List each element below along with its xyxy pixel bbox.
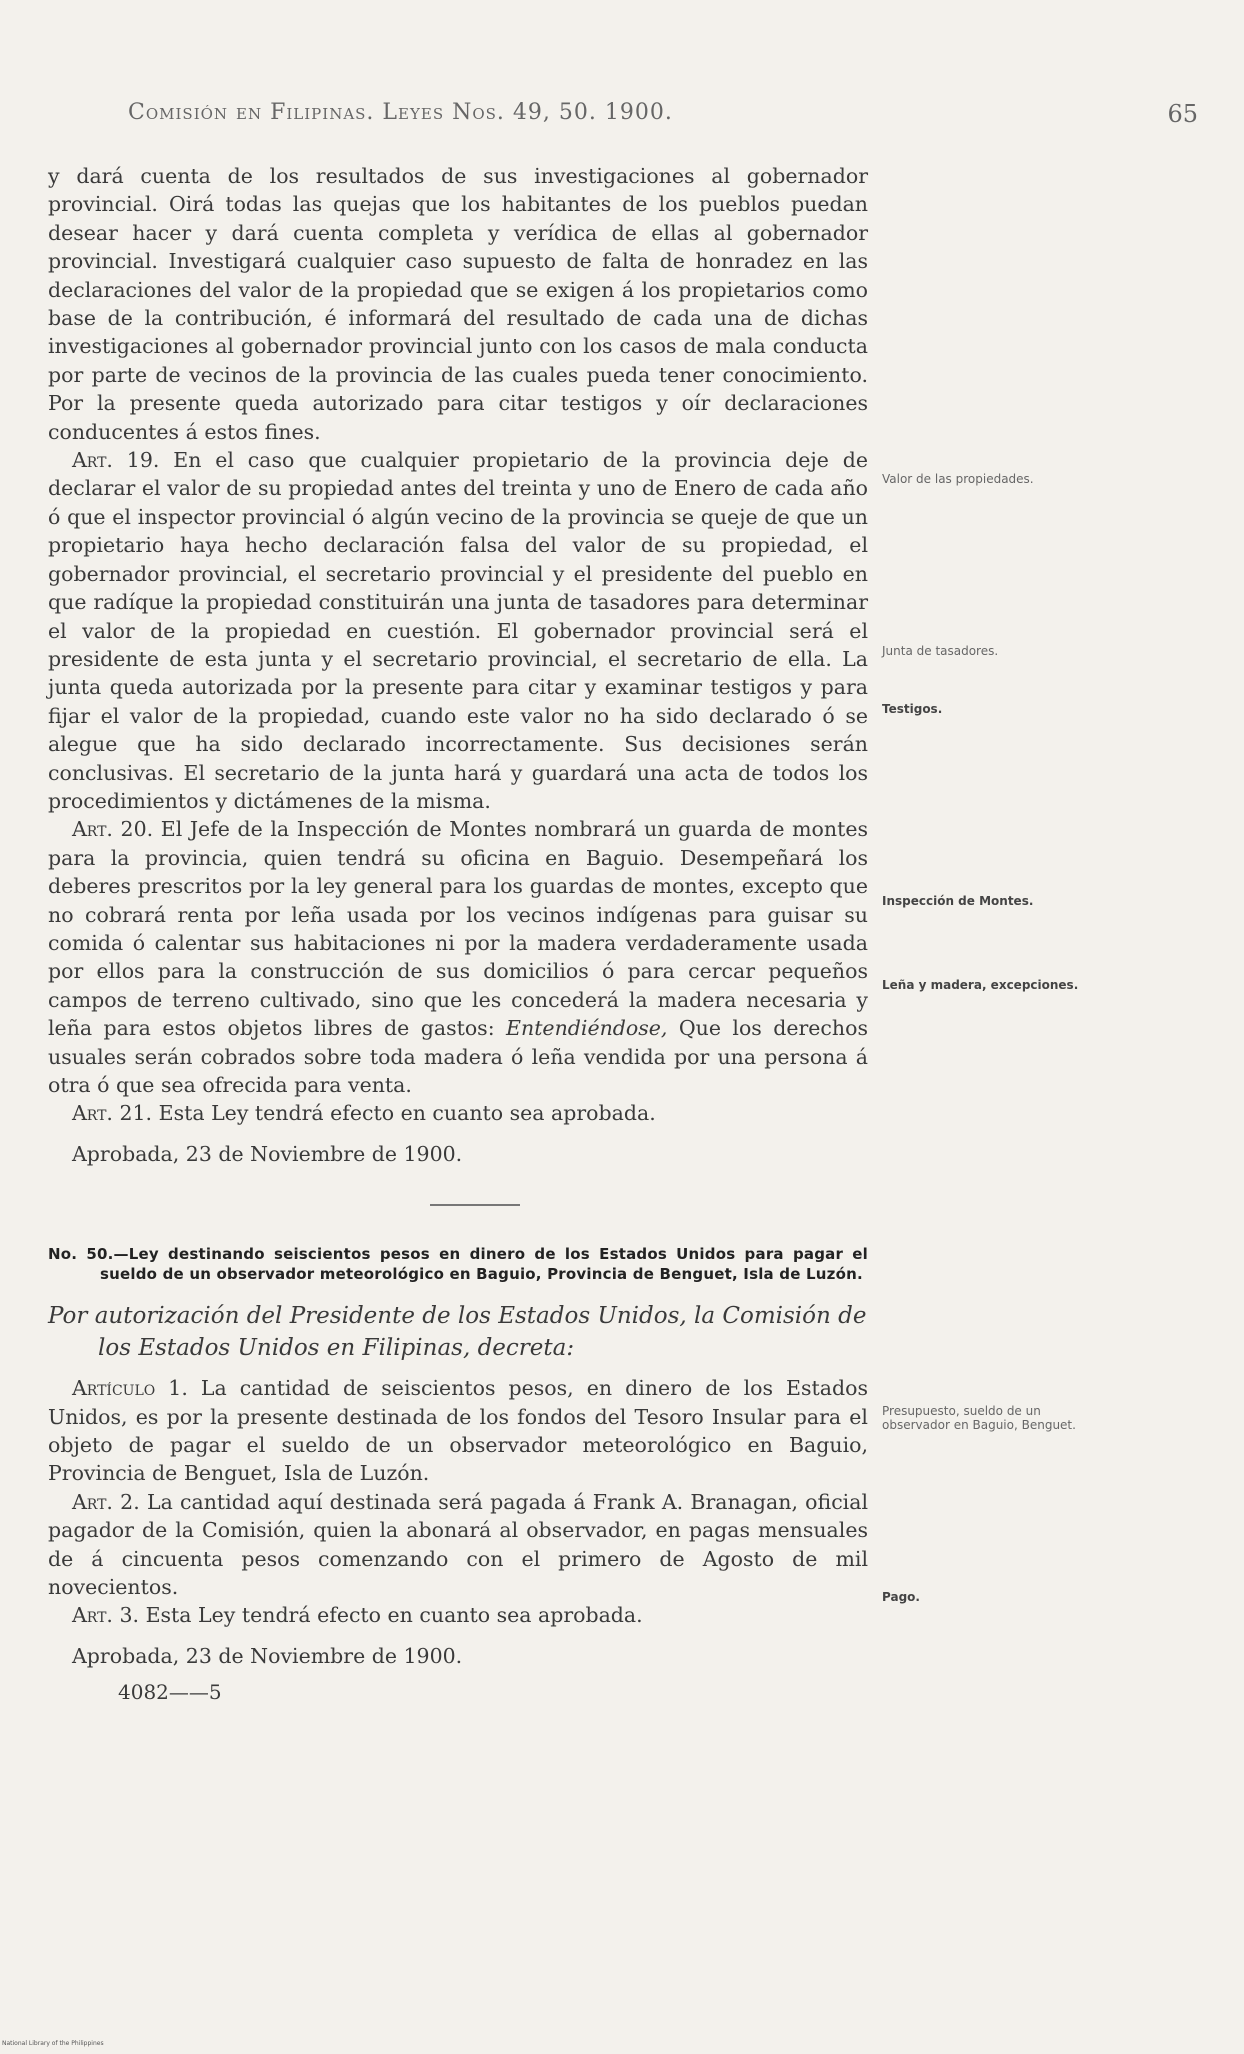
section-divider (430, 1204, 520, 1206)
article-text: La cantidad de seiscientos pesos, en dinero de los Estados Unidos, es por la presente destinada de los fondos del Tesoro Insular para el objeto de pagar el sueldo de un observador meteorológico en Baguio, Provincia de Benguet, Isla de Luzón. (48, 1376, 868, 1486)
margin-note-testigos: Testigos. (882, 702, 943, 716)
article-text: La cantidad aquí destinada será pagada á Frank A. Branagan, oficial pagador de la Comisión, quien la abonará al observador, en pagas mensuales de á cincuenta pesos comenzando con el primero de Agosto de mil novecientos. (48, 1489, 869, 1600)
main-text (48, 162, 868, 1707)
article-italic-proviso: Entendiéndose, (506, 1016, 668, 1041)
approval-date-2: Aprobada, 23 de Noviembre de 1900. (72, 1643, 463, 1668)
approval-date: Aprobada, 23 de Noviembre de 1900. (72, 1141, 463, 1166)
running-title: Comisión en Filipinas. Leyes Nos. 49, 50. 1900. (128, 100, 673, 125)
article-text: El Jefe de la Inspección de Montes nombrará un guarda de montes para la provincia, quien tendrá su oficina en Baguio. Desempeñará los deberes prescritos por la ley general para los guardas de montes, excepto que no cobrará renta por leña usada por los vecinos indígenas para guisar su comida ó calentar sus habitaciones ni por la madera verdaderamente usada por ellos para la construcción de sus domicilios ó para cercar pequeños campos de terreno cultivado, sino que les concederá la madera necesaria y leña para estos objetos libres de gastos: (48, 817, 868, 1041)
margin-note-inspeccion: Inspección de Montes. (882, 894, 1034, 908)
article-label: Art. 20. (72, 817, 154, 842)
article-19 (48, 446, 868, 815)
margin-note-junta: Junta de tasadores. (882, 644, 999, 658)
margin-note-presupuesto: Presupuesto, sueldo de un observador en Baguio, Benguet. (882, 1404, 1076, 1432)
article-label: Art. 3. (72, 1603, 140, 1628)
margin-note-valor: Valor de las propiedades. (882, 472, 1034, 486)
article-text: En el caso que cualquier propietario de la provincia deje de declarar el valor de su propiedad antes del treinta y uno de Enero de cada año ó que el inspector provincial ó algún vecino de la provincia se queje de que un propietario haya hecho declaración falsa del valor de su propiedad, el gobernador provincial, el secretario provincial y el presidente del pueblo en que radíque la propiedad constituirán una junta de tasadores para determinar el valor de la propiedad en cuestión. El gobernador provincial será el presidente de esta junta y el secretario provincial, el secretario de ella. La junta queda autorizada por la presente para citar y examinar testigos y para fijar el valor de la propiedad, cuando este valor no ha sido declarado ó se alegue que ha sido declarado incorrectamente. Sus decisiones serán conclusivas. El secretario de la junta hará y guardará una acta de todos los procedimientos y dictámenes de la misma. (48, 448, 868, 813)
margin-note-lena: Leña y madera, excepciones. (882, 978, 1079, 992)
article-text: Esta Ley tendrá efecto en cuanto sea aprobada. (145, 1603, 643, 1628)
article-20 (48, 815, 868, 1099)
article-text-continued: Que los derechos usuales serán cobrados sobre toda madera ó leña vendida por una persona á otra ó que sea ofrecida para venta. (48, 1016, 868, 1097)
scan-credit: National Library of the Philippines (2, 2040, 104, 2047)
article-1 (48, 1374, 868, 1488)
article-label: Art. 19. (72, 448, 160, 473)
printer-signature: 4082——5 (118, 1680, 222, 1705)
paragraph-continuation: y dará cuenta de los resultados de sus investigaciones al gobernador provincial. Oirá todas las quejas que los habitantes de los pueblos puedan desear hacer y dará cuenta completa y verídica de ellas al gobernador provincial. Investigará cualquier caso supuesto de falta de honradez en las declaraciones del valor de la propiedad que se exigen á los propietarios como base de la contribución, é informará del resultado de cada una de dichas investigaciones al gobernador provincial junto con los casos de mala conducta por parte de vecinos de la provincia de las cuales pueda tener conocimiento. Por la presente queda autorizado para citar testigos y oír declaraciones conducentes á estos fines. (48, 164, 868, 444)
law-50-title: No. 50.—Ley destinando seiscientos pesos en dinero de los Estados Unidos para pagar el sueldo de un observador meteorológico en Baguio, Provincia de Benguet, Isla de Luzón. (48, 1245, 868, 1284)
running-header (48, 100, 1198, 134)
page-number: 65 (1167, 100, 1198, 128)
enacting-clause: Por autorización del Presidente de los Estados Unidos, la Comisión de los Estados Unidos en Filipinas, decreta: (48, 1303, 867, 1362)
article-2 (48, 1488, 868, 1602)
article-3 (48, 1601, 868, 1629)
margin-note-pago: Pago. (882, 1590, 920, 1604)
article-label: Art. 2. (72, 1489, 140, 1514)
article-21 (48, 1099, 868, 1127)
article-text: Esta Ley tendrá efecto en cuanto sea aprobada. (158, 1101, 656, 1126)
article-label: Artículo 1. (72, 1376, 188, 1401)
article-label: Art. 21. (72, 1101, 153, 1126)
